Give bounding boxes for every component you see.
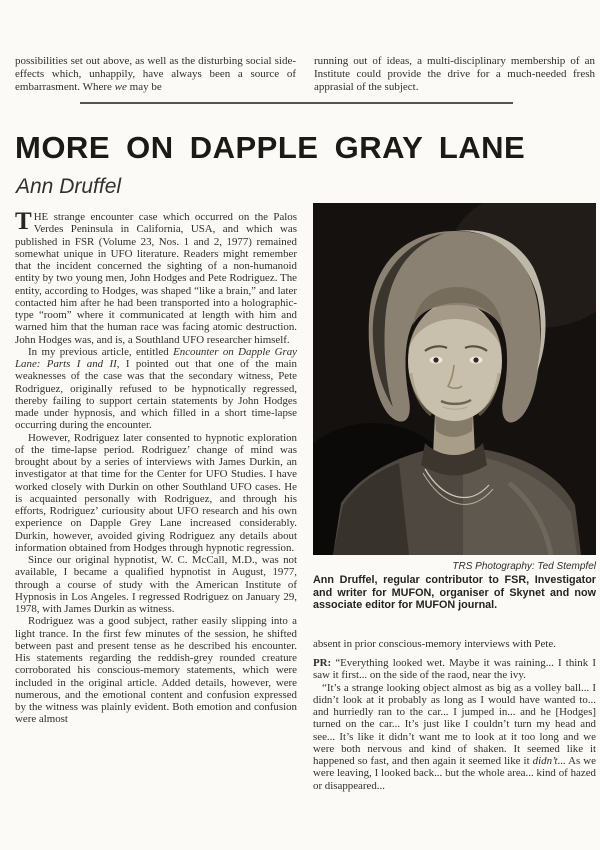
paragraph-pr-quote: PR: “Everything looked wet. Maybe it was raining... I think I saw it first... on the side of the raod, near the ivy. <box>313 657 596 682</box>
photo-credit: TRS Photography: Ted Stempfel <box>452 561 596 572</box>
article-right-column <box>313 203 596 792</box>
paragraph-previous-article: In my previous article, entitled Encounter on Dapple Gray Lane: Parts I and II, I pointed out that one of the main weaknesses of the case was that the secondary witness, Pete Rodriguez, originally refused to be hypnotically regressed, thereby failing to support certain statements by John Hodges made under hypnosis, and which filled in a short time-lapse occurring during the encounter. <box>15 345 297 432</box>
article-byline: Ann Druffel <box>16 175 122 198</box>
drop-cap: T <box>15 208 32 235</box>
paragraph-absent: absent in prior conscious-memory interviews with Pete. <box>313 637 556 650</box>
continuation-text-right-column: running out of ideas, a multi-disciplinary membership of an Institute could provide the drive for a much-needed fresh apprasial of the subject. <box>314 55 595 93</box>
paragraph-intro: THE strange encounter case which occurred on the Palos Verdes Peninsula in California, USA, and which was published in FSR (Volume 23, Nos. 1 and 2, 1977) remained somewhat unique in UFO literature. Readers might remember that the incident concerned the sighting of a non-humanoid entity by two young men, John Hodges and Pete Rodriguez. The entity, according to Hodges, was shaped “like a brain,” and later contacted him after he had been transported into a holographic-type “room” where it communicated at length with him and warned him that the human race was facing atomic destruction. John Hodges was, and is, a Southland UFO researcher himself. <box>15 208 297 346</box>
section-divider-rule <box>80 102 513 104</box>
paragraph-session: Rodriguez was a good subject, rather easily slipping into a light trance. In the first few minutes of the session, he shifted between past and present tense as he described his encounter. His statements regarding the reddish-grey rounded creature corroborated his conscious-memory statements, which were included in the original article. Added details, however, were numerous, and the emotional content and confusion expressed by the witness was plainly evident. Both emotion and confusion were almost <box>15 615 297 726</box>
ann-druffel-portrait-photo <box>313 203 596 555</box>
paragraph-volleyball-quote: “It’s a strange looking object almost as big as a volley ball... I didn’t look at it probably as long as I would have wanted to... and hurriedly ran to the car... I jumped in... and he [Hodges] turned on the car... It’s just like I couldn’t turn my head and see... It’s like it didn’t want me to look at it too long and we were both nervous and kind of shaken. It seemed like it happened so fast, and then again it seemed like it didn’t... As we were leaving, I looked back... but the whole area... kind of hazed or disappeared... <box>313 681 596 792</box>
paragraph-hypnotist: Since our original hypnotist, W. C. McCall, M.D., was not available, I became a qualified hypnotist in August, 1977, through a course of study with the American Institute of Hypnosis in Los Angeles. I regressed Rodriguez on January 29, 1978, with James Durkin as witness. <box>15 554 297 615</box>
continuation-text-left-column: possibilities set out above, as well as the disturbing social side-effects which, unhappily, have always been a source of embarrasment. Where we may be <box>15 55 296 93</box>
paragraph-rodriguez-consent: However, Rodriguez later consented to hypnotic exploration of the time-lapse period. Rodriguez’ change of mind was brought about by a series of interviews with James Durkin, an investigator at that time for the Center for UFO Studies. I have worked closely with Durkin on other Southland UFO cases. He is acquainted personally with Rodriguez, and through his efforts, Rodriguez’ curiousity about UFO research and his own experience on Dapple Grey Lane increased considerably. Durkin, however, avoided giving Rodriguez any details about information obtained from Hodges through hypnotic regression. <box>15 431 297 554</box>
article-left-column <box>15 208 297 726</box>
article-headline: MORE ON DAPPLE GRAY LANE <box>15 130 526 165</box>
photo-caption: Ann Druffel, regular contributor to FSR, Investigator and writer for MUFON, organiser of Skynet and now associate editor for MUFON journal. <box>313 574 596 612</box>
article-right-column-body <box>313 638 596 792</box>
